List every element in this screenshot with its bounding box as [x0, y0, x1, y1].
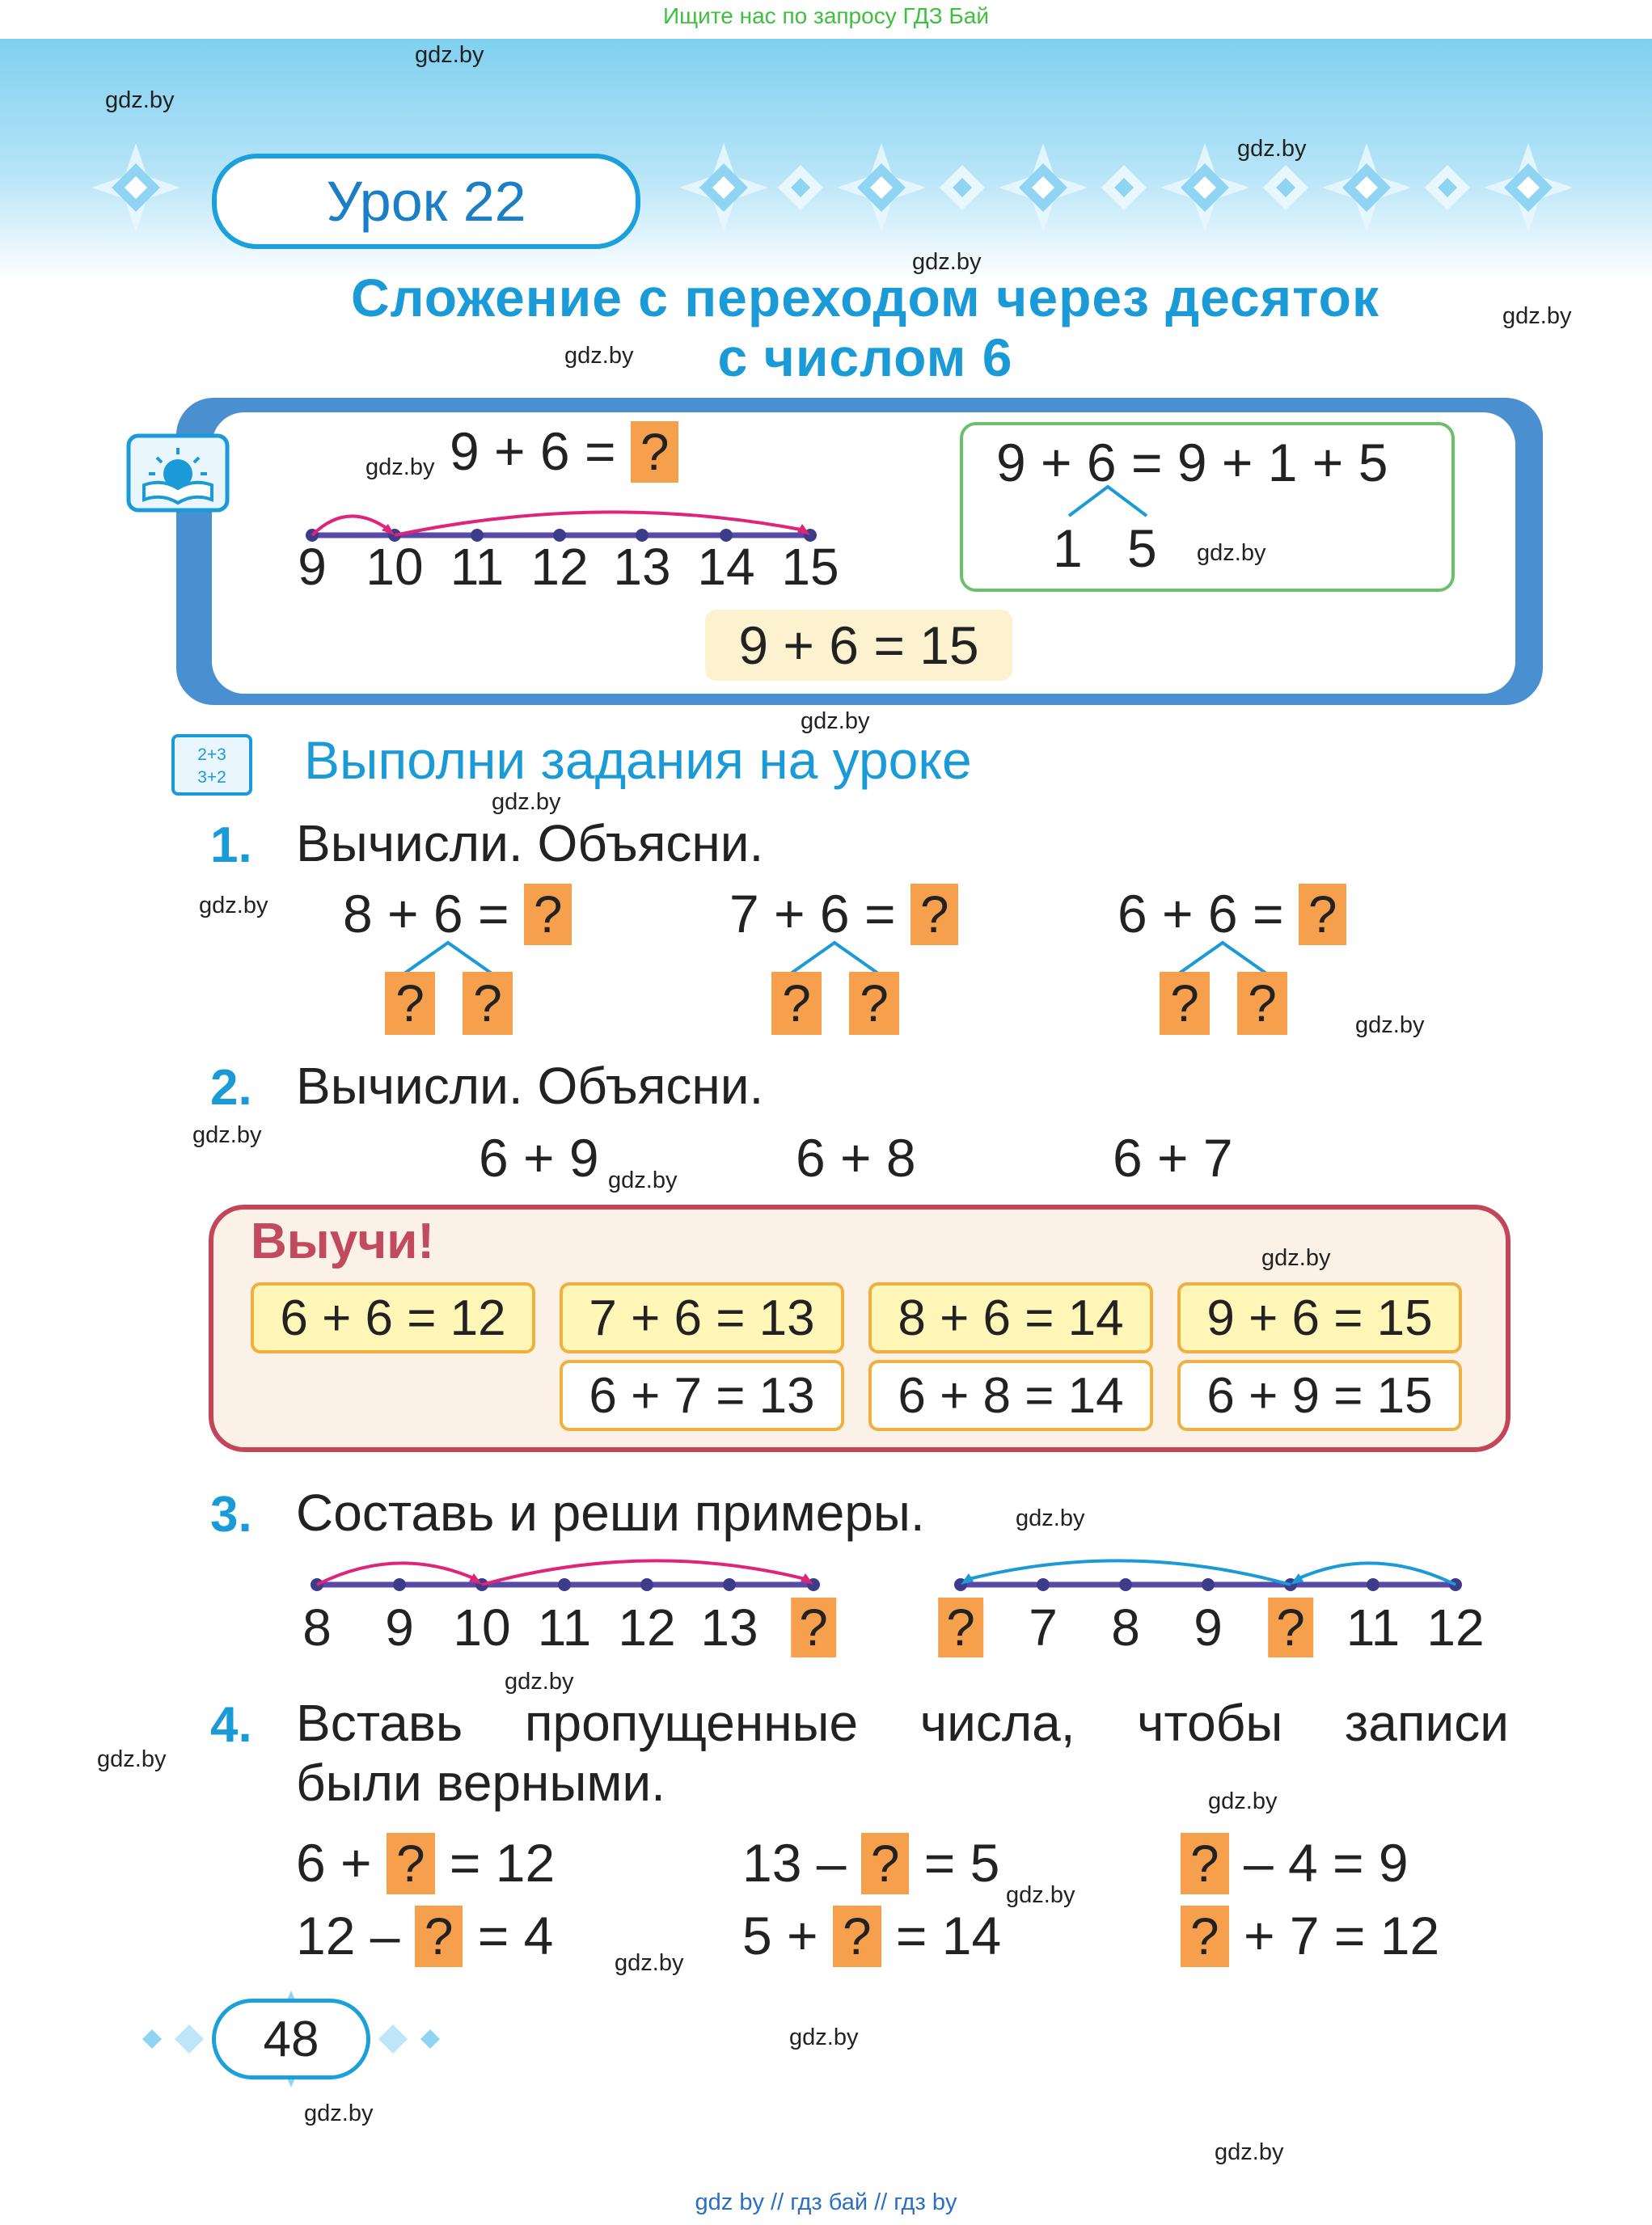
question-box: ? — [771, 972, 822, 1035]
question-box: ? — [387, 1833, 435, 1894]
watermark: gdz.by — [199, 893, 268, 918]
book-sun-icon — [126, 433, 230, 513]
lesson-title-line1: Сложение с переходом через десяток — [351, 268, 1379, 327]
equation: 5 + ? = 14 — [742, 1906, 1002, 1965]
tick-label: 9 — [298, 538, 327, 596]
board-icon — [170, 733, 254, 797]
tick-label: 11 — [1346, 1598, 1401, 1657]
task-number: 2. — [210, 1060, 252, 1116]
watermark: gdz.by — [789, 2024, 859, 2050]
question-box: ? — [415, 1906, 463, 1967]
watermark: gdz.by — [1016, 1505, 1085, 1531]
fact-card: 6 + 8 = 14 — [868, 1360, 1153, 1431]
fact-card: 6 + 9 = 15 — [1177, 1360, 1462, 1431]
watermark: gdz.by — [912, 249, 982, 275]
top-note: Ищите нас по запросу ГДЗ Бай — [662, 3, 990, 28]
equation: 12 – ? = 4 — [296, 1906, 554, 1965]
tick-label: 11 — [450, 538, 505, 596]
task2-expression: 6 + 8 — [796, 1128, 916, 1188]
section-title: Выполни задания на уроке — [304, 730, 972, 790]
watermark: gdz.by — [615, 1950, 684, 1976]
fact-card: 6 + 7 = 13 — [560, 1360, 844, 1431]
watermark: gdz.by — [1215, 2139, 1284, 2165]
question-box: ? — [1299, 884, 1347, 945]
question-box: ? — [385, 972, 435, 1035]
lesson-label: Урок 22 — [212, 154, 640, 249]
tick-label: 15 — [781, 538, 839, 596]
watermark: gdz.by — [97, 1746, 167, 1772]
equation: 6 + ? = 12 — [296, 1833, 556, 1893]
number-line-8 — [301, 1544, 834, 1601]
watermark: gdz.by — [1502, 303, 1572, 329]
tick-label: 13 — [613, 538, 671, 596]
watermark: gdz.by — [1208, 1788, 1278, 1814]
fact-card: 7 + 6 = 13 — [560, 1282, 844, 1353]
watermark: gdz.by — [192, 1122, 262, 1148]
task-text: Вычисли. Объясни. — [296, 814, 764, 872]
question-box: ? — [791, 1598, 836, 1657]
fact-card: 9 + 6 = 15 — [1177, 1282, 1462, 1353]
tick-label: 10 — [365, 538, 424, 596]
tick-label: 8 — [302, 1598, 332, 1657]
watermark: gdz.by — [105, 87, 175, 113]
question-box: ? — [1181, 1906, 1229, 1967]
task1-expression: 8 + 6 = ? — [343, 883, 572, 945]
watermark: gdz.by — [505, 1669, 574, 1695]
task1-expression: 7 + 6 = ? — [729, 883, 958, 945]
task-number: 4. — [210, 1697, 252, 1753]
question-box: ? — [833, 1906, 881, 1967]
watermark: gdz.by — [492, 789, 561, 815]
question-box: ? — [631, 421, 679, 483]
question-box: ? — [1160, 972, 1210, 1035]
question-box: ? — [938, 1598, 983, 1657]
watermark: gdz.by — [608, 1167, 678, 1193]
decomp-part: 5 — [1127, 518, 1157, 578]
task-number: 1. — [210, 817, 252, 873]
tick-label: 12 — [618, 1598, 676, 1657]
tick-label: 14 — [697, 538, 755, 596]
number-line-labels — [944, 1598, 1510, 1662]
tick-label: 12 — [530, 538, 589, 596]
board-icon-text: 3+2 — [197, 768, 226, 787]
tick-label: 10 — [453, 1598, 511, 1657]
decomposition-branch — [1059, 483, 1156, 519]
task-text: были верными. — [296, 1754, 665, 1812]
watermark: gdz.by — [1237, 136, 1307, 162]
number-line-labels — [291, 537, 857, 602]
task-text: Вычисли. Объясни. — [296, 1057, 764, 1115]
task1-expression: 6 + 6 = ? — [1118, 883, 1346, 945]
watermark: gdz.by — [365, 454, 435, 480]
footer-links[interactable]: gdz by // гдз бай // гдз by — [695, 2189, 957, 2215]
task2-expression: 6 + 9 — [479, 1128, 599, 1188]
tick-label: 7 — [1029, 1598, 1058, 1657]
tick-label: 9 — [385, 1598, 414, 1657]
tick-label: 8 — [1111, 1598, 1140, 1657]
theory-expression: 9 + 6 = ? — [450, 420, 678, 483]
number-line-12 — [944, 1544, 1478, 1601]
tick-label: 13 — [700, 1598, 758, 1657]
question-box: ? — [524, 884, 572, 945]
fact-card: 6 + 6 = 12 — [251, 1282, 535, 1353]
fact-card: 8 + 6 = 14 — [868, 1282, 1153, 1353]
watermark: gdz.by — [1355, 1012, 1425, 1038]
question-box: ? — [1181, 1833, 1229, 1894]
tick-label: 9 — [1194, 1598, 1223, 1657]
question-box: ? — [861, 1833, 910, 1894]
watermark: gdz.by — [1197, 540, 1266, 566]
board-icon-text: 2+3 — [197, 745, 226, 764]
learn-title: Выучи! — [251, 1214, 434, 1269]
equation: 13 – ? = 5 — [742, 1833, 1000, 1893]
number-line-labels — [301, 1598, 867, 1662]
page-number: 48 — [212, 1999, 370, 2079]
watermark: gdz.by — [801, 708, 870, 734]
task-text: Вставь пропущенные числа, чтобы записи — [296, 1694, 1509, 1752]
decomp-part: 1 — [1053, 518, 1083, 578]
watermark: gdz.by — [415, 42, 484, 68]
decomposition-expression: 9 + 6 = 9 + 1 + 5 — [996, 433, 1388, 492]
lesson-title-line2: с числом 6 — [717, 327, 1013, 387]
question-box: ? — [1268, 1598, 1313, 1657]
watermark: gdz.by — [564, 343, 634, 369]
question-box: ? — [1237, 972, 1287, 1035]
task2-expression: 6 + 7 — [1113, 1128, 1233, 1188]
question-box: ? — [463, 972, 513, 1035]
question-box: ? — [849, 972, 899, 1035]
watermark: gdz.by — [1261, 1245, 1331, 1271]
tick-label: 11 — [537, 1598, 592, 1657]
theory-answer: 9 + 6 = 15 — [705, 610, 1012, 681]
equation: ? + 7 = 12 — [1181, 1905, 1439, 1967]
task-number: 3. — [210, 1487, 252, 1543]
equation: ? – 4 = 9 — [1181, 1832, 1409, 1894]
watermark: gdz.by — [304, 2100, 374, 2126]
watermark: gdz.by — [1006, 1882, 1075, 1908]
question-box: ? — [911, 884, 959, 945]
tick-label: 12 — [1426, 1598, 1485, 1657]
task-text: Составь и реши примеры. — [296, 1484, 925, 1542]
